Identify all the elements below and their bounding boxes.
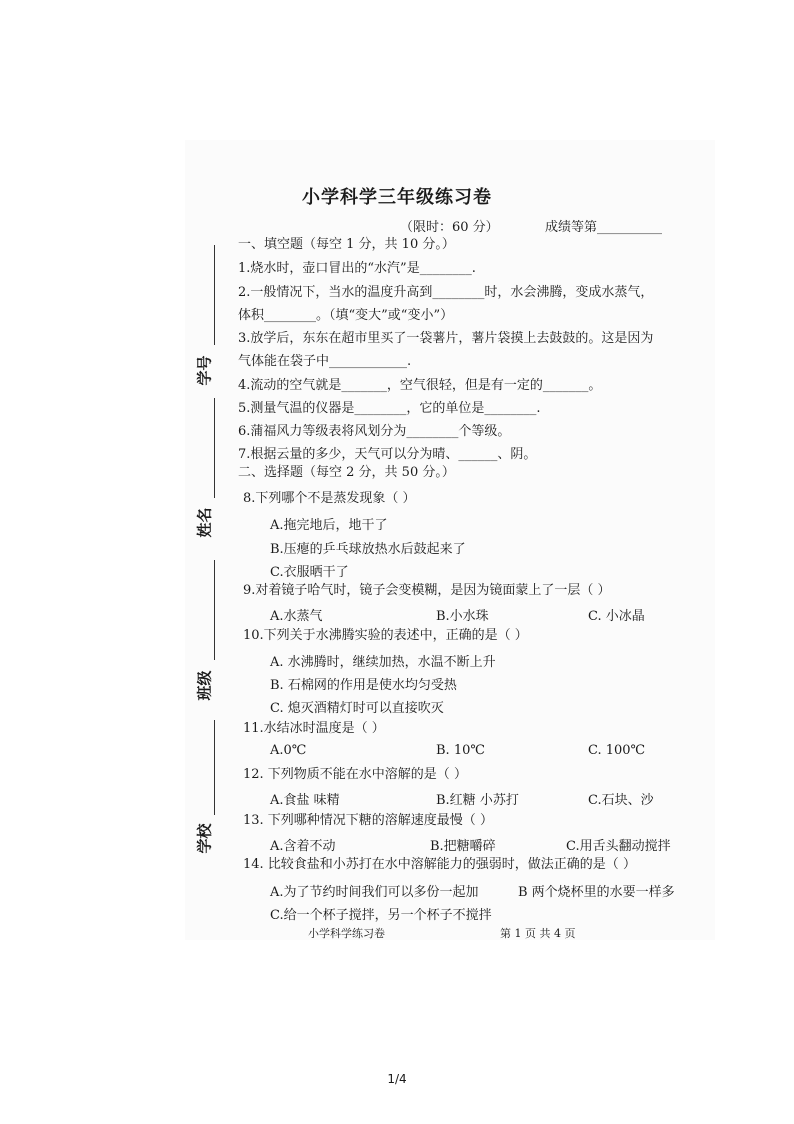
page-title: 小学科学三年级练习卷 <box>302 187 492 208</box>
question-14: 14. 比较食盐和小苏打在水中溶解能力的强弱时，做法正确的是（ ） <box>243 857 636 872</box>
q11-option-c: C. 100℃ <box>588 743 646 758</box>
question-11: 11.水结冰时温度是（ ） <box>243 721 385 736</box>
q8-option-b: B.压瘪的乒乓球放热水后鼓起来了 <box>270 542 466 557</box>
q13-option-c: C.用舌头翻动搅拌 <box>566 839 671 854</box>
q9-option-a: A.水蒸气 <box>270 609 323 624</box>
binding-line <box>214 245 215 345</box>
grade-field: 成绩等第__________ <box>545 220 663 235</box>
q12-option-b: B.红糖 小苏打 <box>436 793 519 808</box>
q13-option-a: A.含着不动 <box>270 839 336 854</box>
question-10: 10.下列关于水沸腾实验的表述中，正确的是（ ） <box>243 628 528 643</box>
q14-option-a: A.为了节约时间我们可以多份一起加 <box>270 885 479 900</box>
binding-line <box>214 560 215 660</box>
q12-option-c: C.石块、沙 <box>588 793 654 808</box>
question-12: 12. 下列物质不能在水中溶解的是（ ） <box>243 767 467 782</box>
q10-option-a: A. 水沸腾时，继续加热，水温不断上升 <box>270 655 496 670</box>
question-6: 6.蒲福风力等级表将风划分为________个等级。 <box>238 424 511 439</box>
q9-option-b: B.小水珠 <box>436 609 489 624</box>
binding-line <box>214 398 215 498</box>
q12-option-a: A.食盐 味精 <box>270 793 340 808</box>
q11-option-a: A.0℃ <box>270 743 307 758</box>
q10-option-c: C. 熄灭酒精灯时可以直接吹灭 <box>270 701 444 716</box>
q10-option-b: B. 石棉网的作用是使水均匀受热 <box>270 678 457 693</box>
class-label: 班级 <box>195 669 214 701</box>
q9-option-c: C. 小冰晶 <box>588 609 645 624</box>
question-13: 13. 下列哪种情况下糖的溶解速度最慢（ ） <box>243 813 493 828</box>
question-8: 8.下列哪个不是蒸发现象（ ） <box>243 491 416 506</box>
section2-heading: 二、选择题（每空 2 分，共 50 分。） <box>238 465 455 480</box>
q14-option-b: B 两个烧杯里的水要一样多 <box>518 885 675 900</box>
q8-option-c: C.衣服晒干了 <box>270 565 349 580</box>
q14-option-c: C.给一个杯子搅拌，另一个杯子不搅拌 <box>270 908 492 923</box>
footer-page: 第 1 页 共 4 页 <box>500 927 576 940</box>
question-4: 4.流动的空气就是_______，空气很轻，但是有一定的_______。 <box>238 378 602 393</box>
question-9: 9.对着镜子哈气时，镜子会变模糊，是因为镜面蒙上了一层（ ） <box>243 583 611 598</box>
q8-option-a: A.拖完地后，地干了 <box>270 518 388 533</box>
q13-option-b: B.把糖嚼碎 <box>430 839 496 854</box>
student-no-label: 学号 <box>195 354 214 386</box>
binding-line <box>214 720 215 815</box>
page-indicator: 1/4 <box>387 1072 407 1086</box>
footer-left: 小学科学练习卷 <box>308 927 385 940</box>
question-1: 1.烧水时，壶口冒出的“水汽”是________. <box>238 261 476 276</box>
question-7: 7.根据云量的多少，天气可以分为晴、______、阴。 <box>238 447 537 462</box>
name-label: 姓名 <box>195 506 214 538</box>
question-2-cont: 体积________。（填“变大”或“变小”） <box>238 308 454 323</box>
school-label: 学校 <box>195 822 214 854</box>
question-5: 5.测量气温的仪器是________，它的单位是________. <box>238 401 541 416</box>
section1-heading: 一、填空题（每空 1 分，共 10 分。） <box>238 237 455 252</box>
time-limit: （限时：60 分） <box>400 220 499 235</box>
question-3-cont: 气体能在袋子中____________. <box>238 354 412 369</box>
question-3: 3.放学后，东东在超市里买了一袋薯片，薯片袋摸上去鼓鼓的。这是因为 <box>238 331 654 346</box>
question-2: 2.一般情况下，当水的温度升高到________时，水会沸腾，变成水蒸气， <box>238 285 654 300</box>
q11-option-b: B. 10℃ <box>436 743 485 758</box>
